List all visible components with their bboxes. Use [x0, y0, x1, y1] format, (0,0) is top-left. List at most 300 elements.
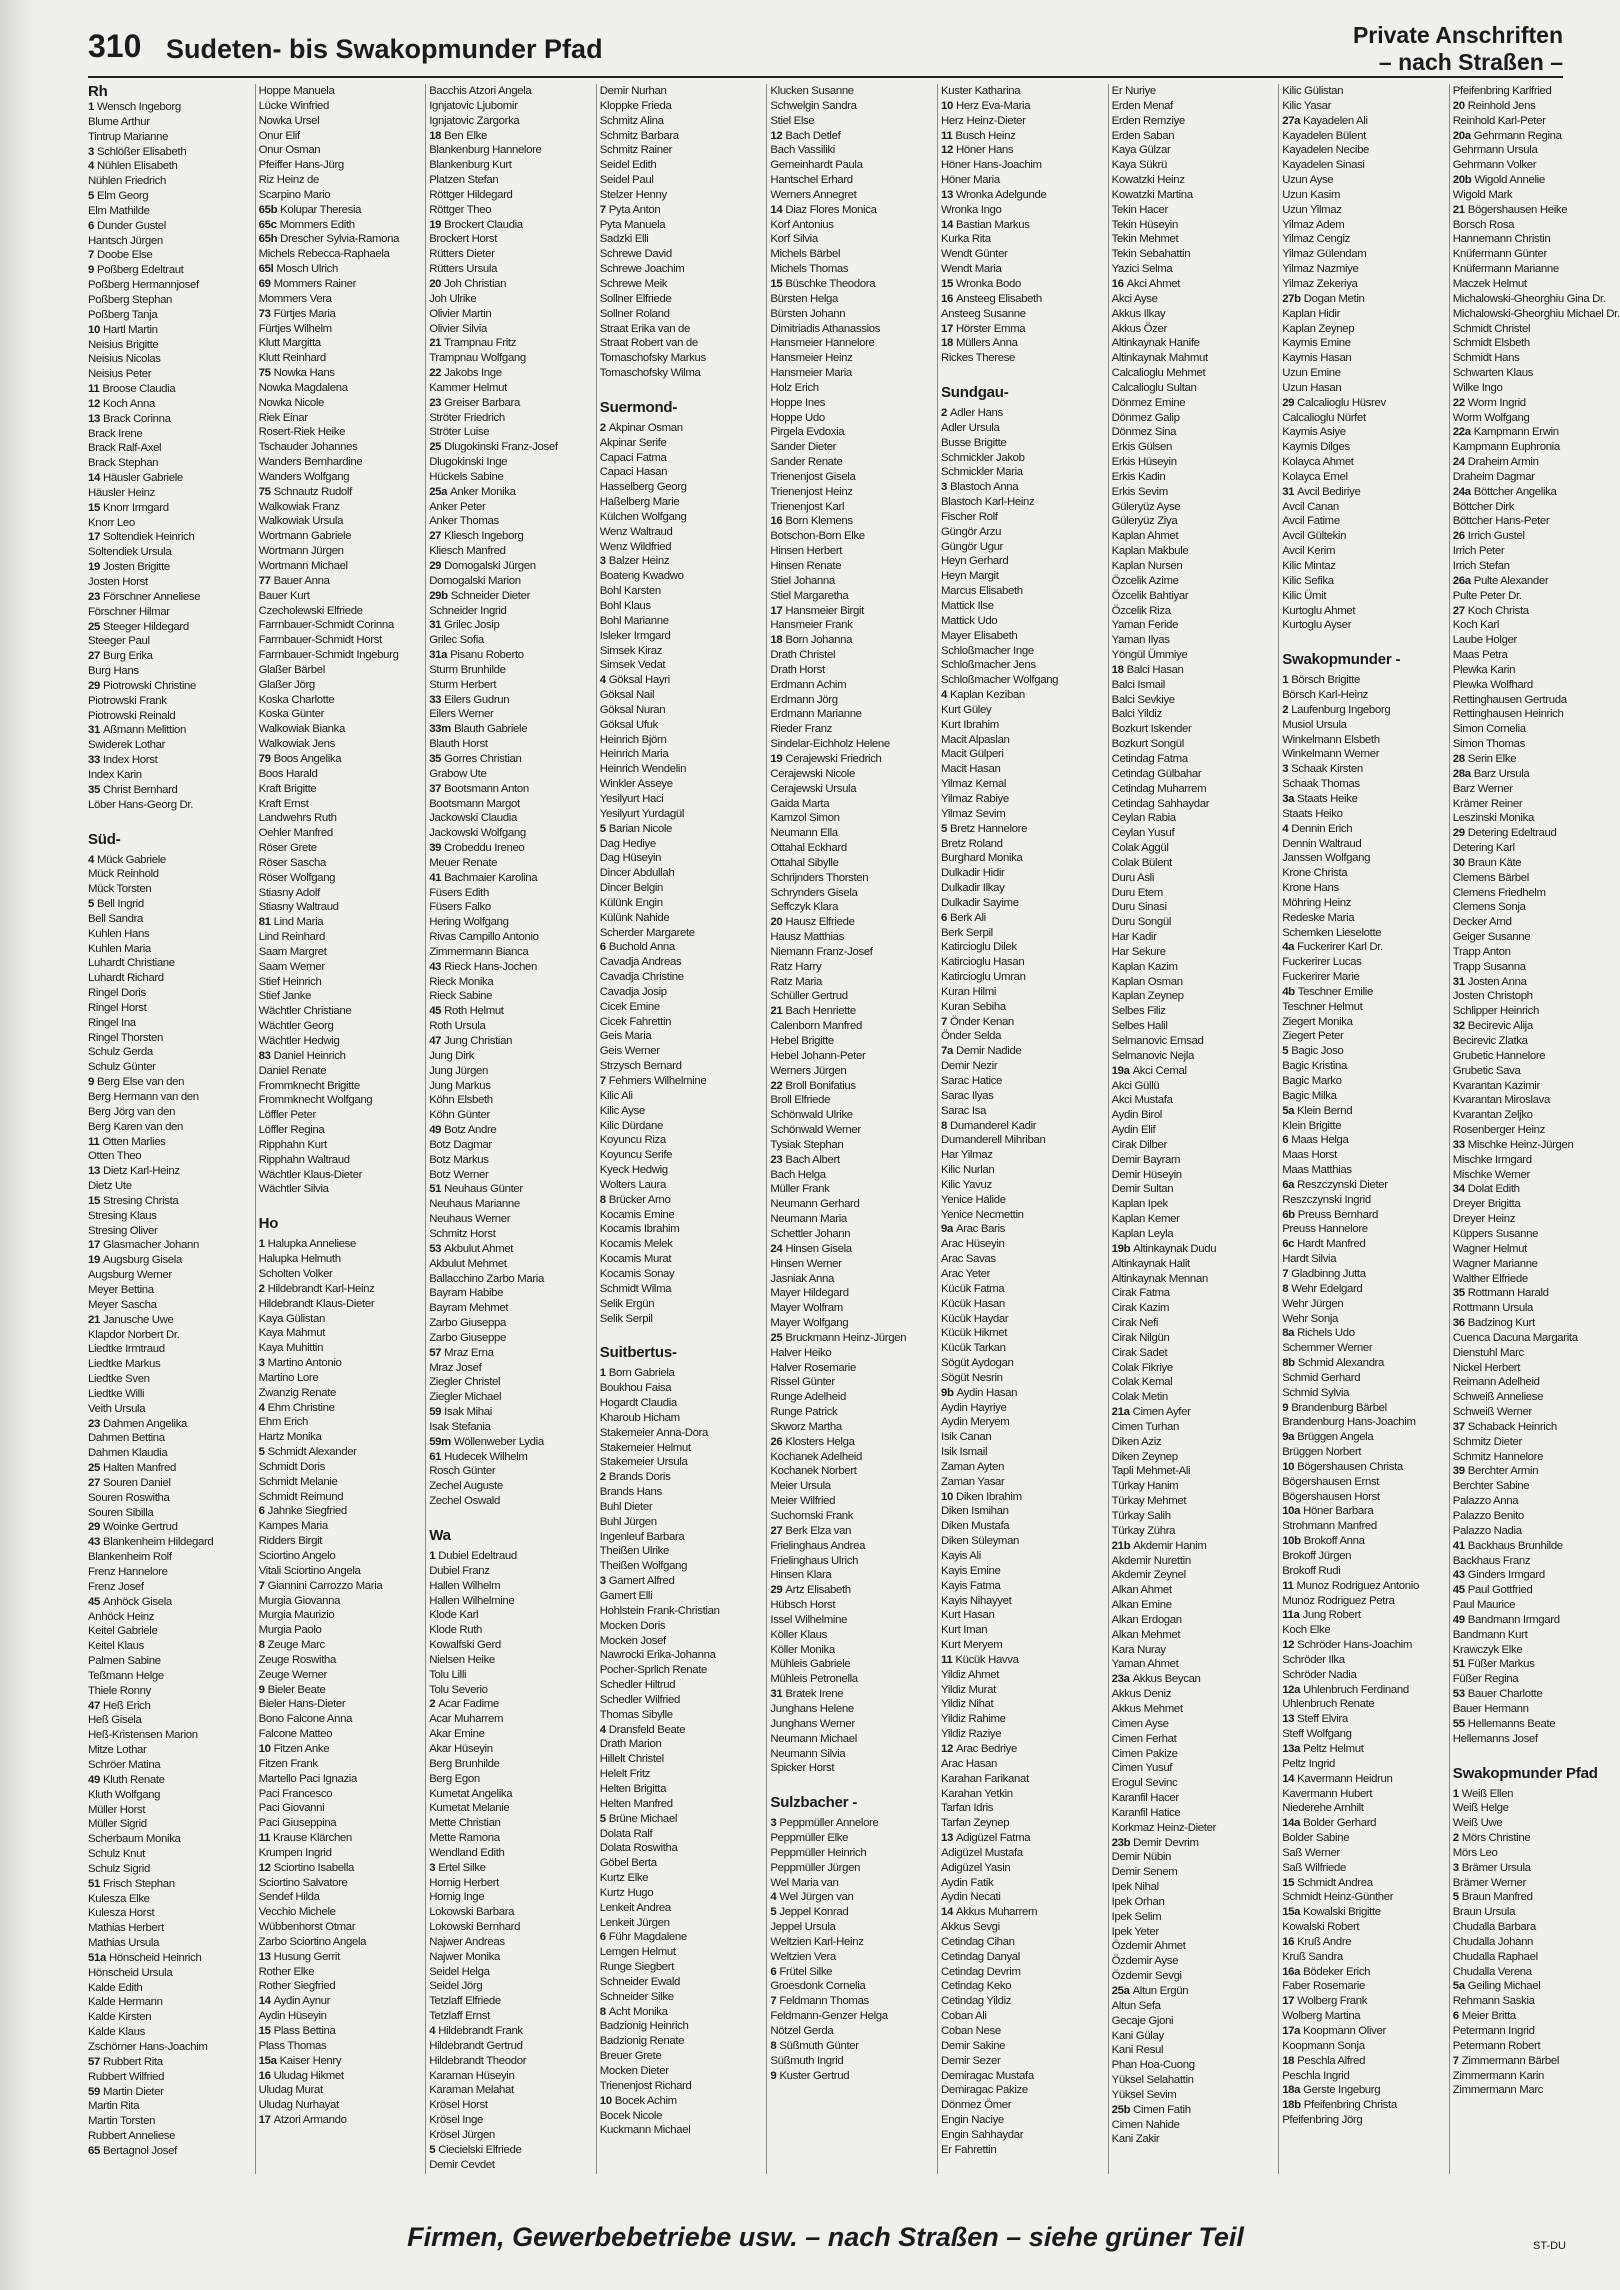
resident-entry — [429, 782, 591, 797]
resident-name: Duru Sinasi — [1111, 901, 1167, 914]
house-number: 20 — [1452, 99, 1465, 112]
resident-entry — [429, 1965, 591, 1980]
house-number: 24a — [1452, 485, 1471, 498]
resident-name: Cetindag Devrim — [941, 1965, 1021, 1978]
resident-entry — [88, 1966, 250, 1981]
resident-name: Dahmen Angelika — [102, 1417, 188, 1430]
resident-entry — [429, 129, 591, 144]
house-number: 36 — [1452, 1317, 1465, 1330]
resident-name: Yilmaz Rabiye — [941, 792, 1009, 805]
resident-entry — [941, 218, 1103, 233]
resident-name: Köller Monika — [770, 1643, 835, 1656]
house-number: 1 — [88, 101, 94, 113]
resident-name: Mühleis Petronella — [770, 1673, 858, 1686]
resident-name: Simsek Vedat — [599, 659, 666, 672]
resident-entry — [770, 1390, 932, 1405]
resident-name: Paci Francesco — [258, 1787, 333, 1800]
resident-entry — [429, 871, 591, 886]
resident-entry — [88, 1001, 250, 1016]
resident-entry — [600, 673, 762, 688]
resident-entry — [259, 1326, 421, 1341]
resident-name: Weiß Helge — [1452, 1802, 1509, 1815]
resident-entry — [259, 1252, 421, 1267]
resident-entry — [770, 158, 932, 173]
resident-entry — [259, 1504, 421, 1519]
resident-name: Reinhold Karl-Peter — [1452, 114, 1546, 127]
resident-entry — [1112, 425, 1274, 440]
resident-entry — [1282, 2054, 1444, 2069]
resident-name: Kaplan Ipek — [1111, 1198, 1168, 1211]
resident-entry — [770, 1539, 932, 1554]
resident-entry — [600, 1515, 762, 1530]
house-number: 43 — [1452, 1569, 1465, 1582]
resident-entry — [88, 397, 250, 412]
page-number: 310 — [88, 28, 142, 64]
resident-name: Blankenheim Rolf — [88, 1551, 172, 1564]
resident-entry — [1112, 203, 1274, 218]
resident-name: Murgia Maurizio — [258, 1609, 335, 1622]
resident-name: Munoz Rodriguez Petra — [1282, 1594, 1395, 1607]
resident-entry — [88, 159, 250, 174]
house-number: 23 — [88, 590, 100, 603]
resident-name: Müllers Anna — [955, 337, 1018, 350]
resident-entry — [770, 826, 932, 841]
resident-entry — [88, 1209, 250, 1224]
house-number: 31 — [88, 724, 100, 737]
resident-name: Martino Antonio — [267, 1357, 342, 1370]
house-number: 6 — [1452, 2010, 1459, 2023]
resident-entry — [941, 1801, 1103, 1816]
resident-entry — [88, 530, 250, 545]
resident-name: Bootsmann Anton — [444, 782, 529, 795]
resident-entry — [1112, 1450, 1274, 1465]
resident-name: Reszczynski Dieter — [1297, 1178, 1388, 1191]
resident-entry — [941, 173, 1103, 188]
resident-entry — [1453, 2083, 1615, 2098]
resident-entry — [429, 811, 591, 826]
resident-entry — [941, 1623, 1103, 1638]
resident-entry — [1282, 2024, 1444, 2039]
resident-name: Jeppel Ursula — [770, 1921, 836, 1934]
resident-name: Schneider Silke — [599, 1990, 674, 2003]
resident-name: Demir Devrim — [1133, 1836, 1199, 1849]
resident-name: Kalde Hermann — [88, 1996, 163, 2009]
resident-entry — [88, 1372, 250, 1387]
house-number: 57 — [88, 2055, 100, 2068]
resident-entry — [429, 1668, 591, 1683]
resident-entry — [429, 960, 591, 975]
house-number: 65l — [258, 263, 274, 276]
resident-entry — [770, 841, 932, 856]
resident-name: Botz Dagmar — [429, 1138, 492, 1151]
resident-name: Rettinghausen Heinrich — [1452, 708, 1564, 721]
resident-name: Trienenjost Richard — [599, 2079, 692, 2092]
resident-entry — [1112, 514, 1274, 529]
resident-name: Berk Ali — [950, 911, 986, 924]
resident-entry — [600, 1530, 762, 1545]
resident-entry — [941, 1208, 1103, 1223]
resident-entry — [941, 1608, 1103, 1623]
resident-name: Klein Bernd — [1297, 1104, 1353, 1117]
resident-name: Draheim Dagmar — [1452, 470, 1535, 483]
resident-entry — [1453, 1212, 1615, 1227]
resident-name: Kayadelen Bülent — [1282, 129, 1366, 142]
resident-name: Bach Detlef — [785, 129, 841, 142]
resident-name: Schulz Sigrid — [88, 1862, 150, 1875]
resident-name: Brack Stephan — [88, 457, 159, 470]
resident-entry — [1112, 366, 1274, 381]
resident-name: Krämer Reiner — [1452, 797, 1523, 810]
resident-entry — [1112, 574, 1274, 589]
resident-entry — [259, 1801, 421, 1816]
resident-name: Blastoch Karl-Heinz — [941, 496, 1035, 509]
resident-entry — [259, 173, 421, 188]
resident-entry — [1112, 1286, 1274, 1301]
resident-entry — [770, 485, 932, 500]
resident-entry — [429, 529, 591, 544]
resident-entry — [600, 1827, 762, 1842]
resident-entry — [600, 1737, 762, 1752]
resident-name: Neisius Brigitte — [88, 338, 159, 351]
resident-name: Knüfermann Günter — [1452, 248, 1547, 261]
resident-name: Schemken Lieselotte — [1282, 926, 1382, 939]
resident-name: Stresing Christa — [102, 1194, 179, 1207]
resident-name: Bach Henriette — [785, 1005, 856, 1018]
resident-name: Giannini Carrozzo Maria — [267, 1579, 383, 1592]
resident-entry — [429, 1608, 591, 1623]
resident-entry — [259, 930, 421, 945]
house-number: 16 — [1111, 277, 1124, 290]
resident-entry — [941, 2054, 1103, 2069]
resident-name: Trapp Susanna — [1452, 960, 1526, 973]
resident-name: Saam Margret — [258, 945, 327, 958]
resident-name: Kowalfski Gerd — [429, 1639, 501, 1652]
resident-entry — [1453, 1613, 1615, 1628]
resident-name: Rehmann Saskia — [1452, 1995, 1535, 2008]
resident-name: Kumetat Angelika — [429, 1787, 513, 1800]
house-number: 6 — [599, 941, 606, 954]
resident-entry — [941, 1994, 1103, 2009]
house-number: 26a — [1452, 574, 1471, 587]
resident-entry — [770, 589, 932, 604]
resident-name: Brokoff Anna — [1303, 1535, 1365, 1548]
resident-name: Wronka Bodo — [955, 277, 1021, 290]
column-divider — [1108, 84, 1109, 2174]
resident-entry — [1282, 2069, 1444, 2084]
resident-entry — [88, 2055, 250, 2070]
resident-entry — [770, 1935, 932, 1950]
resident-name: Schmidt Alexander — [267, 1446, 357, 1459]
resident-name: Neuhaus Günter — [444, 1183, 523, 1196]
resident-name: Backhaus Franz — [1452, 1554, 1531, 1567]
resident-name: Kampmann Euphronia — [1452, 441, 1560, 454]
resident-name: Ridders Birgit — [258, 1535, 323, 1548]
resident-entry — [259, 1019, 421, 1034]
column-divider — [596, 84, 597, 2174]
resident-name: Jasniak Anna — [770, 1272, 834, 1285]
resident-entry — [1112, 1761, 1274, 1776]
resident-entry — [770, 277, 932, 292]
resident-name: Akpinar Serife — [599, 436, 667, 449]
resident-name: Klosters Helga — [785, 1435, 855, 1448]
resident-name: Thomas Sibylle — [599, 1708, 673, 1721]
resident-name: Altun Sefa — [1111, 1999, 1161, 2012]
resident-name: Koska Günter — [258, 708, 325, 721]
resident-name: Cimen Nahide — [1111, 2118, 1180, 2131]
resident-name: Füßer Markus — [1467, 1658, 1535, 1671]
resident-entry — [941, 1133, 1103, 1148]
resident-name: Schloßmacher Inge — [941, 644, 1034, 657]
resident-name: Meuer Renate — [429, 856, 498, 869]
resident-name: Rettinghausen Gertruda — [1452, 693, 1567, 706]
resident-entry — [941, 1119, 1103, 1134]
house-number: 17 — [941, 322, 953, 335]
resident-entry — [600, 143, 762, 158]
resident-name: Engin Naciye — [941, 2114, 1004, 2127]
resident-name: Alkan Mehmet — [1111, 1628, 1181, 1641]
resident-entry — [941, 1089, 1103, 1104]
resident-name: Altinkaynak Dudu — [1133, 1242, 1217, 1255]
resident-name: Halupka Anneliese — [267, 1238, 356, 1251]
resident-entry — [600, 1752, 762, 1767]
house-number: 27a — [1282, 114, 1301, 127]
resident-entry — [429, 797, 591, 812]
resident-entry — [770, 1197, 932, 1212]
resident-entry — [941, 1979, 1103, 1994]
resident-entry — [259, 1445, 421, 1460]
resident-entry — [600, 1163, 762, 1178]
resident-name: Martin Rita — [88, 2100, 140, 2113]
resident-entry — [941, 644, 1103, 659]
resident-entry — [770, 648, 932, 663]
resident-name: Rosch Günter — [429, 1465, 496, 1478]
resident-name: Bauer Hermann — [1452, 1702, 1529, 1715]
resident-name: Akar Hüseyin — [429, 1742, 493, 1755]
resident-entry — [941, 436, 1103, 451]
resident-entry — [259, 262, 421, 277]
resident-entry — [88, 867, 250, 882]
resident-name: Aydin Meryem — [941, 1416, 1010, 1429]
house-number: 6 — [941, 911, 947, 924]
resident-entry — [88, 1298, 250, 1313]
resident-entry — [1453, 989, 1615, 1004]
resident-entry — [600, 1678, 762, 1693]
house-number: 15 — [258, 2025, 271, 2037]
resident-entry — [600, 1426, 762, 1441]
resident-entry — [1282, 1222, 1444, 1237]
resident-name: Kurt Güley — [941, 703, 992, 716]
resident-entry — [1453, 1390, 1615, 1405]
resident-name: Isak Mihai — [444, 1406, 492, 1419]
resident-entry — [1112, 1657, 1274, 1672]
resident-name: Straat Erika van de — [599, 322, 691, 335]
resident-entry — [1453, 886, 1615, 901]
resident-name: Poßberg Hermannjosef — [88, 279, 199, 292]
resident-entry — [429, 1257, 591, 1272]
resident-name: Mommers Edith — [279, 218, 355, 231]
resident-entry — [600, 985, 762, 1000]
resident-name: Mörs Leo — [1452, 1846, 1498, 1859]
resident-name: Bagic Milka — [1282, 1089, 1337, 1102]
resident-entry — [1282, 1178, 1444, 1193]
resident-name: Liedtke Markus — [88, 1358, 161, 1371]
resident-name: Özcelik Azime — [1111, 574, 1179, 587]
resident-entry — [1453, 1890, 1615, 1905]
resident-name: Wanders Wolfgang — [258, 470, 350, 483]
house-number: 29 — [1452, 827, 1465, 840]
resident-entry — [770, 1816, 932, 1831]
resident-entry — [600, 525, 762, 540]
section-heading-line2: – nach Straßen – — [1378, 49, 1563, 75]
resident-entry — [429, 366, 591, 381]
resident-name: Karaman Melahat — [429, 2084, 514, 2097]
resident-name: Seidel Helga — [429, 1965, 490, 1978]
house-number: 6a — [1282, 1178, 1295, 1191]
resident-entry — [259, 99, 421, 114]
resident-entry — [600, 262, 762, 277]
resident-name: Kani Resul — [1111, 2044, 1164, 2057]
resident-entry — [259, 633, 421, 648]
resident-entry — [1453, 218, 1615, 233]
resident-name: Born Johanna — [785, 634, 853, 647]
resident-name: Geiling Michael — [1467, 1980, 1541, 1993]
resident-name: Jung Markus — [429, 1079, 491, 1092]
resident-entry — [88, 1758, 250, 1773]
resident-entry — [600, 2005, 762, 2020]
resident-entry — [259, 1519, 421, 1534]
resident-name: Teßmann Helge — [88, 1669, 164, 1682]
resident-entry — [1453, 633, 1615, 648]
resident-entry — [1282, 1519, 1444, 1534]
house-number: 49 — [429, 1124, 442, 1137]
resident-name: Stief Janke — [258, 990, 312, 1003]
resident-entry — [88, 1179, 250, 1194]
resident-name: Trienenjost Karl — [770, 500, 845, 513]
resident-name: Coban Nese — [941, 2025, 1001, 2037]
resident-name: Irrich Stefan — [1452, 560, 1510, 572]
resident-entry — [88, 649, 250, 664]
resident-entry — [600, 1901, 762, 1916]
resident-name: Calenborn Manfred — [770, 1020, 862, 1033]
resident-name: Alkan Ahmet — [1111, 1584, 1172, 1597]
resident-name: Riek Einar — [258, 411, 308, 424]
resident-entry — [770, 351, 932, 366]
resident-name: Walkowiak Franz — [258, 500, 340, 513]
resident-entry — [88, 1342, 250, 1357]
resident-entry — [429, 114, 591, 129]
resident-name: Böttcher Angelika — [1473, 485, 1557, 498]
resident-name: Keitel Gabriele — [88, 1625, 158, 1638]
resident-name: Mathias Ursula — [88, 1937, 160, 1950]
resident-entry — [259, 1401, 421, 1416]
resident-entry — [600, 188, 762, 203]
resident-entry — [1453, 767, 1615, 782]
resident-name: Lind Reinhard — [258, 931, 325, 944]
resident-entry — [1112, 841, 1274, 856]
resident-name: Michels Thomas — [770, 263, 849, 276]
resident-entry — [941, 1519, 1103, 1534]
resident-name: Rottmann Ursula — [1452, 1302, 1534, 1315]
resident-name: Pyta Anton — [608, 203, 661, 216]
resident-entry — [88, 798, 250, 813]
house-number: 26 — [770, 1435, 783, 1448]
resident-entry — [429, 1816, 591, 1831]
resident-entry — [770, 618, 932, 633]
resident-entry — [1112, 975, 1274, 990]
resident-name: Farrnbauer-Schmidt Ingeburg — [258, 649, 399, 662]
house-number: 13 — [88, 412, 100, 425]
resident-name: Wächtler Klaus-Dieter — [258, 1168, 363, 1181]
resident-entry — [600, 762, 762, 777]
resident-name: Michalowski-Gheorghiu Michael Dr. — [1452, 307, 1620, 320]
resident-name: Badzionig Renate — [599, 2035, 685, 2048]
resident-entry — [429, 1242, 591, 1257]
resident-name: Helten Manfred — [599, 1797, 673, 1810]
resident-entry — [941, 911, 1103, 926]
house-number: 51 — [429, 1183, 442, 1196]
resident-entry — [600, 292, 762, 307]
resident-name: Cerajewski Friedrich — [785, 752, 882, 765]
resident-name: Mischke Irmgard — [1452, 1153, 1532, 1166]
resident-entry — [88, 1624, 250, 1639]
resident-entry — [600, 99, 762, 114]
street-heading: Swakopmunder - — [1282, 651, 1401, 669]
resident-name: Ingenleuf Barbara — [599, 1530, 685, 1543]
resident-name: Hinsen Herbert — [770, 545, 843, 558]
house-number: 11 — [1282, 1579, 1294, 1592]
resident-name: Büschke Theodora — [785, 277, 876, 290]
resident-entry — [1453, 811, 1615, 826]
resident-name: Pfeifenbring Karlfried — [1452, 85, 1552, 97]
resident-name: Tomaschofsky Wilma — [599, 367, 701, 380]
resident-entry — [1282, 1950, 1444, 1965]
resident-entry — [259, 960, 421, 975]
resident-name: Kayadelen Necibe — [1282, 144, 1370, 157]
resident-name: Kaplan Ahmet — [1111, 530, 1179, 543]
resident-name: Maas Petra — [1452, 649, 1508, 662]
resident-entry — [1112, 336, 1274, 351]
resident-name: Staats Heike — [1297, 792, 1358, 805]
resident-name: Hansmeier Hannelore — [770, 337, 875, 350]
resident-entry — [1453, 1920, 1615, 1935]
resident-name: Jeppel Konrad — [779, 1906, 849, 1919]
resident-name: Ströter Luise — [429, 426, 490, 439]
resident-name: Paul Gottfried — [1467, 1584, 1533, 1597]
house-number: 69 — [258, 277, 271, 290]
resident-name: Göksal Hayri — [608, 674, 670, 687]
house-number: 13 — [258, 1950, 271, 1963]
resident-entry — [1112, 811, 1274, 826]
resident-entry — [1453, 930, 1615, 945]
resident-entry — [1282, 173, 1444, 188]
resident-entry — [1453, 1435, 1615, 1450]
resident-entry — [88, 1520, 250, 1535]
resident-name: Özcelik Bahtiyar — [1111, 589, 1189, 602]
resident-name: Bohl Klaus — [599, 600, 651, 612]
resident-name: Bozkurt Songül — [1111, 738, 1184, 751]
house-number: 83 — [258, 1049, 271, 1062]
resident-entry — [88, 2040, 250, 2055]
resident-entry — [259, 1267, 421, 1282]
resident-name: Röser Sascha — [258, 856, 326, 869]
resident-entry — [429, 1787, 591, 1802]
resident-name: Blankenheim Hildegard — [102, 1536, 214, 1549]
resident-name: Maczek Helmut — [1452, 277, 1527, 290]
resident-name: Meier Britta — [1461, 2010, 1516, 2023]
resident-entry — [770, 693, 932, 708]
resident-name: Drath Christel — [770, 649, 836, 662]
resident-name: Yesilyurt Yurdagül — [599, 807, 685, 820]
